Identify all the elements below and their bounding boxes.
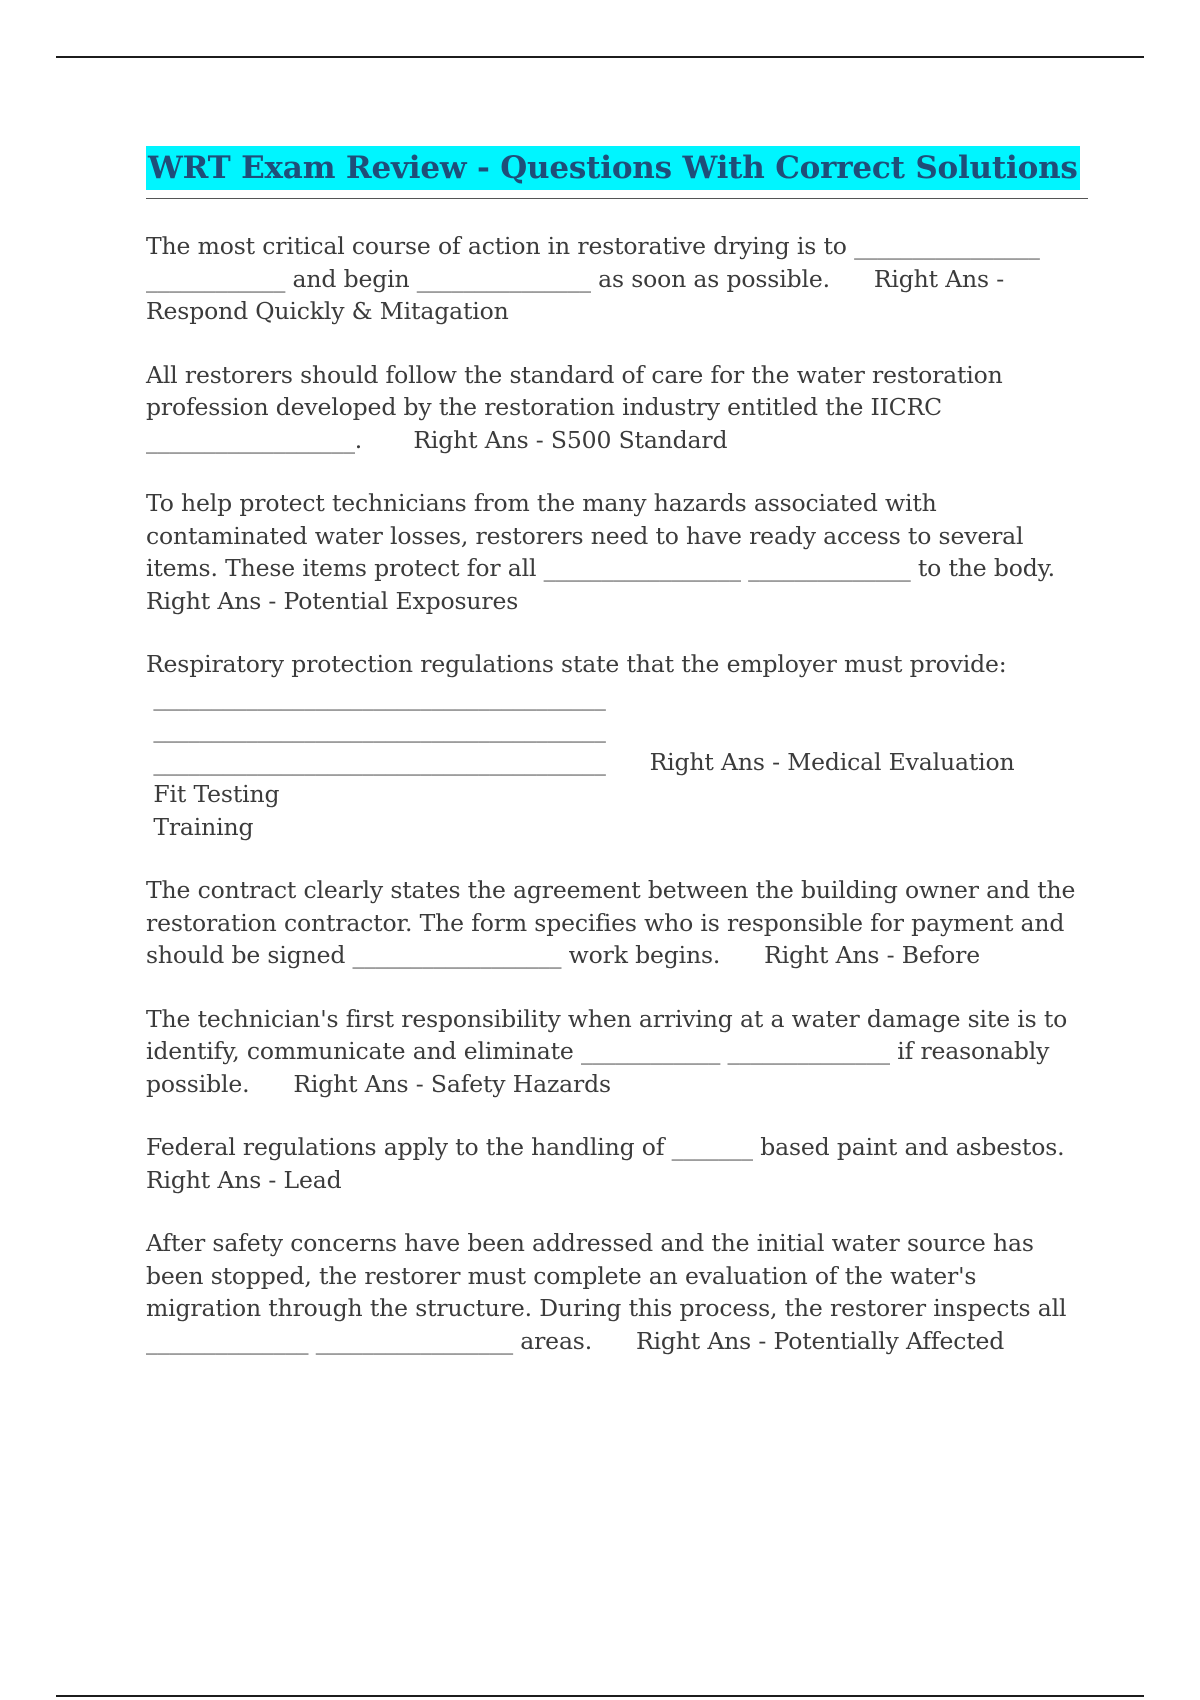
question-line: Respiratory protection regulations state that the employer must provide:	[146, 650, 1007, 678]
question-3	[146, 487, 1088, 617]
question-line: Federal regulations apply to the handling of _______ based paint and asbestos.	[146, 1133, 1065, 1161]
question-line: The most critical course of action in restorative drying is to ________________	[146, 232, 1040, 260]
question-line: items. These items protect for all _________________ ______________ to the body.	[146, 554, 1055, 582]
question-line: been stopped, the restorer must complete an evaluation of the water's	[146, 1261, 977, 1290]
answer-line: Respond Quickly & Mitagation	[146, 297, 509, 325]
answer-line: Right Ans - Potential Exposures	[146, 586, 519, 615]
answer-line: Training	[146, 812, 254, 841]
question-line: migration through the structure. During this process, the restorer inspects all	[146, 1294, 1067, 1322]
question-line: All restorers should follow the standard of care for the water restoration	[146, 360, 1003, 389]
answer-line: Right Ans - Lead	[146, 1165, 342, 1194]
question-5	[146, 874, 1088, 972]
question-line: ____________ and begin _______________ as soon as possible. Right Ans -	[146, 264, 1005, 293]
question-8	[146, 1227, 1088, 1357]
blank-line: _______________________________________	[146, 715, 606, 743]
top-rule	[56, 56, 1144, 58]
bottom-rule	[56, 1695, 1144, 1697]
question-line: restoration contractor. The form specifies who is responsible for payment and	[146, 908, 1065, 937]
question-line: identify, communicate and eliminate ____________ ______________ if reasonably	[146, 1037, 1050, 1065]
question-7	[146, 1131, 1088, 1196]
answer-line: possible. Right Ans - Safety Hazards	[146, 1069, 611, 1098]
question-4	[146, 648, 1088, 843]
answer-line: _______________________________________ Right Ans - Medical Evaluation	[146, 747, 1015, 776]
question-line: contaminated water losses, restorers need to have ready access to several	[146, 521, 1024, 550]
answer-line: ______________ _________________ areas. Right Ans - Potentially Affected	[146, 1326, 1005, 1355]
answer-line: should be signed __________________ work begins. Right Ans - Before	[146, 941, 980, 969]
question-line: profession developed by the restoration industry entitled the IICRC	[146, 393, 942, 421]
question-line: To help protect technicians from the many hazards associated with	[146, 489, 937, 517]
question-2	[146, 359, 1088, 457]
title-underline	[146, 146, 1088, 199]
answer-line: __________________. Right Ans - S500 Standard	[146, 425, 728, 454]
question-line: The contract clearly states the agreement between the building owner and the	[146, 876, 1076, 904]
question-6	[146, 1003, 1088, 1101]
document-title: WRT Exam Review - Questions With Correct Solutions	[146, 146, 1080, 190]
question-line: The technician's first responsibility when arriving at a water damage site is to	[146, 1004, 1068, 1033]
question-line: After safety concerns have been addressed and the initial water source has	[146, 1229, 1034, 1257]
question-1	[146, 230, 1088, 328]
document-body	[146, 146, 1088, 1357]
blank-line: _______________________________________	[146, 682, 606, 711]
answer-line: Fit Testing	[146, 780, 280, 808]
